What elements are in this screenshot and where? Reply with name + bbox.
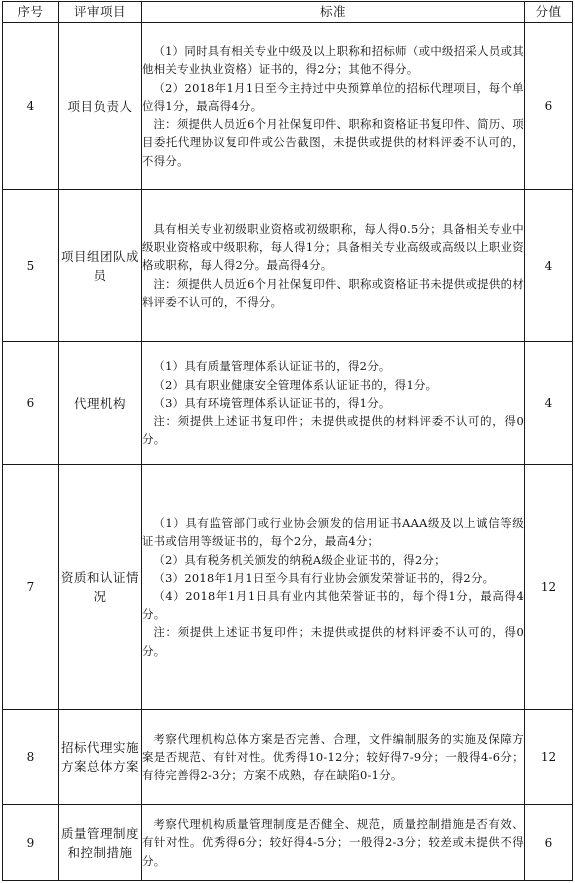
row-standard: [142, 710, 525, 805]
standard-line: （2）具有税务机关颁发的纳税A级企业证书的，得2分；: [153, 552, 446, 567]
header-standard: 标准: [142, 2, 525, 23]
standard-line: （1）具有监管部门或行业协会颁发的信用证书AAA级及以上诚信等级证书或信用等级证书的，每个2分，最高4分；: [142, 516, 524, 549]
row-item: 项目组团队成员: [59, 190, 142, 342]
standard-line: 注：须提供上述证书复印件；未提供或提供的材料评委不认可的，得0分。: [142, 414, 524, 447]
standard-line: （3）具有环境管理体系认证证书的，得1分。: [153, 395, 391, 410]
row-score: 12: [525, 710, 573, 805]
table-row: [3, 190, 573, 342]
table-row: [3, 710, 573, 805]
row-number: 7: [3, 465, 59, 710]
row-item: 资质和认证情况: [59, 465, 142, 710]
standard-line: 注：须提供人员近6个月社保复印件、职称和资格证书复印件、简历、项目委托代理协议复印件或公告截图，未提供或提供的材料评委不认可的，不得分。: [142, 117, 524, 168]
standard-line: （1）同时具有相关专业中级及以上职称和招标师（或中级招采人员或其他相关专业执业资格）证书的，得2分；其他不得分。: [142, 44, 524, 77]
row-standard: [142, 190, 525, 342]
standard-line: （3）2018年1月1日至今具有行业协会颁发荣誉证书的，得2分。: [153, 570, 495, 585]
row-score: 6: [525, 23, 573, 190]
row-standard: [142, 342, 525, 465]
row-number: 6: [3, 342, 59, 465]
row-number: 9: [3, 805, 59, 881]
row-score: 4: [525, 342, 573, 465]
row-number: 5: [3, 190, 59, 342]
standard-line: （2）2018年1月1日至今主持过中央预算单位的招标代理项目，每个单位得1分，最高得4分。: [142, 80, 524, 113]
evaluation-criteria-table: [2, 1, 573, 881]
standard-line: 注：须提供人员近6个月社保复印件、职称或资格证书未提供或提供的材料评委不认可的，不得分。: [142, 276, 524, 309]
standard-line: 考察代理机构质量管理制度是否健全、规范，质量控制措施是否有效、有针对性。优秀得6分；较好得4-5分；一般得2-3分；较差或未提供不得分。: [142, 817, 524, 868]
table-row: [3, 342, 573, 465]
row-number: 8: [3, 710, 59, 805]
standard-line: （4）2018年1月1日具有业内其他荣誉证书的，每个得1分，最高得4分。: [142, 589, 524, 622]
row-item: 代理机构: [59, 342, 142, 465]
row-score: 12: [525, 465, 573, 710]
header-no: 序号: [3, 2, 59, 23]
row-standard: [142, 805, 525, 881]
standard-line: 考察代理机构总体方案是否完善、合理，文件编制服务的实施及保障方案是否规范、有针对性。优秀得10-12分；较好得7-9分；一般得4-6分；有待完善得2-3分；方案不成熟，存在缺陷0-1分。: [142, 731, 524, 783]
header-item: 评审项目: [59, 2, 142, 23]
row-standard: [142, 465, 525, 710]
row-item: 项目负责人: [59, 23, 142, 190]
row-standard: [142, 23, 525, 190]
table-row: [3, 23, 573, 190]
header-score: 分值: [525, 2, 573, 23]
row-score: 4: [525, 190, 573, 342]
row-score: 6: [525, 805, 573, 881]
row-number: 4: [3, 23, 59, 190]
table-header-row: [3, 2, 573, 23]
standard-line: （2）具有职业健康安全管理体系认证证书的，得1分。: [153, 377, 438, 392]
row-item: 质量管理制度和控制措施: [59, 805, 142, 881]
row-item: 招标代理实施方案总体方案: [59, 710, 142, 805]
table-row: [3, 805, 573, 881]
standard-line: 注：须提供上述证书复印件；未提供或提供的材料评委不认可的，得0分。: [142, 625, 524, 658]
table-row: [3, 465, 573, 710]
standard-line: （1）具有质量管理体系认证证书的，得2分。: [153, 359, 391, 374]
standard-line: 具有相关专业初级职业资格或初级职称，每人得0.5分；具备相关专业中级职业资格或中级职称，每人得1分；具备相关专业高级或高级以上职业资格或职称，每人得2分。最高得4分。: [142, 221, 524, 273]
